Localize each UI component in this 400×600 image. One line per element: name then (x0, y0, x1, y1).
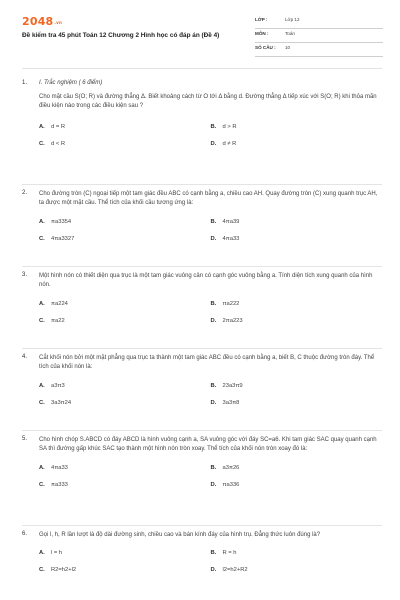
question-number: 1. (22, 80, 28, 86)
option-label: B. (210, 301, 217, 308)
option-row (39, 297, 382, 314)
option-label: D. (210, 141, 217, 148)
option-b[interactable] (211, 550, 383, 558)
option-text: 3a3π8 (222, 400, 240, 407)
option-label: C. (39, 400, 45, 407)
option-label: A. (39, 219, 45, 226)
question-6 (22, 526, 382, 596)
option-text: πa336 (222, 482, 240, 489)
option-label: A. (39, 383, 45, 390)
page-header (0, 0, 400, 70)
option-a[interactable] (39, 550, 211, 558)
logo-main: 2048 (22, 15, 54, 28)
question-2 (22, 185, 382, 267)
option-text: l = h (51, 550, 63, 557)
option-row (39, 119, 382, 136)
option-label: B. (210, 550, 217, 557)
question-text: Cho đường tròn (C) ngoại tiếp một tam giác đều ABC có cạnh bằng a, chiều cao AH. Quay đường tròn (C) xung quanh trục AH, ta được một mặt cầu. Thể tích của khối cầu tương ứng là: (39, 191, 378, 207)
option-text: R2=h2+l2 (51, 567, 77, 574)
meta-row-subject (255, 29, 383, 43)
question-number: 2. (22, 190, 28, 196)
option-row (39, 215, 382, 232)
option-label: C. (39, 141, 45, 148)
option-label: B. (210, 219, 217, 226)
option-d[interactable] (211, 567, 383, 575)
option-a[interactable] (39, 465, 211, 473)
meta-label: MÔN : (255, 31, 269, 36)
option-text: R = h (222, 550, 237, 557)
option-d[interactable] (211, 400, 383, 408)
option-row (39, 562, 382, 579)
option-a[interactable] (39, 124, 211, 132)
question-3 (22, 267, 382, 349)
option-text: d ≠ R (222, 141, 237, 148)
site-logo[interactable] (22, 15, 62, 29)
option-text: πa224 (51, 301, 68, 308)
question-5 (22, 431, 382, 526)
options (39, 119, 382, 153)
meta-row-count (255, 43, 383, 57)
option-text: d > R (222, 124, 237, 131)
question-4 (22, 349, 382, 431)
option-text: 4πa33 (222, 236, 240, 243)
option-text: 4πa33 (51, 465, 68, 472)
option-text: a3π3 (51, 383, 65, 390)
question-text: Cắt khối nón bởi một mặt phẳng qua trục ta thành một tam giác ABC đều có cạnh bằng a, biết B, C thuộc đường tròn đáy. Thể tích của khối nón là: (39, 355, 375, 371)
question-text: Cho hình chóp S.ABCD có đáy ABCD là hình vuông cạnh a, SA vuông góc với đáy SC=a6. Khi tam giác SAC quay quanh cạnh SA thì đường gấp khúc SAC tạo thành một hình nón tròn xoay. Thể tích của khối nón tròn xoay đó là: (39, 437, 377, 453)
option-text: 2πa223 (222, 318, 243, 325)
header-divider (22, 68, 382, 69)
meta-value: Toán (285, 31, 295, 36)
option-label: D. (210, 318, 217, 325)
option-label: D. (210, 236, 217, 243)
option-row (39, 461, 382, 478)
option-label: C. (39, 318, 45, 325)
option-text: πa222 (222, 301, 240, 308)
option-label: B. (210, 124, 217, 131)
meta-row-class (255, 15, 383, 29)
option-label: D. (210, 400, 217, 407)
option-b[interactable] (211, 124, 383, 132)
option-a[interactable] (39, 301, 211, 309)
option-c[interactable] (39, 400, 211, 408)
option-b[interactable] (211, 219, 383, 227)
question-1 (22, 80, 382, 185)
options (39, 215, 382, 249)
option-label: C. (39, 236, 45, 243)
question-text: Cho mặt cầu S(O; R) và đường thẳng Δ. Biết khoảng cách từ O tới Δ bằng d. Đường thẳng Δ tiếp xúc với S(O; R) khi thỏa mãn điều kiện nào trong các điều kiện sau ? (39, 93, 377, 110)
option-label: A. (39, 550, 45, 557)
option-b[interactable] (211, 301, 383, 309)
option-b[interactable] (211, 465, 383, 473)
option-text: πa333 (51, 482, 68, 489)
option-row (39, 314, 382, 331)
question-number: 3. (22, 272, 28, 278)
option-label: D. (210, 482, 217, 489)
option-c[interactable] (39, 567, 211, 575)
option-text: d < R (51, 141, 66, 148)
option-row (39, 136, 382, 153)
options (39, 379, 382, 413)
option-c[interactable] (39, 236, 211, 244)
option-text: a3π26 (222, 465, 240, 472)
option-d[interactable] (211, 236, 383, 244)
option-text: d = R (51, 124, 66, 131)
option-c[interactable] (39, 141, 211, 149)
meta-label: SỐ CÂU : (255, 45, 276, 50)
option-d[interactable] (211, 141, 383, 149)
option-c[interactable] (39, 482, 211, 490)
question-list (22, 80, 382, 596)
document-title: Đề kiểm tra 45 phút Toán 12 Chương 2 Hình học có đáp án (Đề 4) (22, 32, 220, 39)
option-d[interactable] (211, 318, 383, 326)
option-row (39, 396, 382, 413)
question-number: 4. (22, 354, 28, 360)
option-text: l2=h2+R2 (222, 567, 248, 574)
meta-value: Lớp 12 (285, 17, 300, 22)
option-b[interactable] (211, 383, 383, 391)
meta-table (255, 15, 383, 57)
question-number: 5. (22, 436, 28, 442)
question-text: Một hình nón có thiết diện qua trục là một tam giác vuông cân có cạnh góc vuông bằng a. Tính diện tích xung quanh của hình nón. (39, 273, 373, 289)
meta-label: LỚP : (255, 17, 268, 22)
option-row (39, 379, 382, 396)
meta-value: 10 (285, 45, 291, 50)
options (39, 297, 382, 331)
options (39, 545, 382, 579)
option-label: A. (39, 301, 45, 308)
question-text: Gọi l, h, R lần lượt là độ dài đường sinh, chiều cao và bán kính đáy của hình trụ. Đẳng thức luôn đúng là? (39, 532, 321, 538)
option-text: 4πa39 (222, 219, 240, 226)
logo-sub: .vn (54, 20, 62, 25)
option-text: 3a3π24 (51, 400, 72, 407)
option-label: A. (39, 124, 45, 131)
options (39, 461, 382, 495)
option-row (39, 232, 382, 249)
option-text: 4πa3327 (51, 236, 75, 243)
option-label: A. (39, 465, 45, 472)
option-a[interactable] (39, 219, 211, 227)
option-label: B. (210, 383, 217, 390)
option-text: πa22 (51, 318, 65, 325)
option-label: D. (210, 567, 217, 574)
option-c[interactable] (39, 318, 211, 326)
option-d[interactable] (211, 482, 383, 490)
option-label: B. (210, 465, 217, 472)
option-label: C. (39, 567, 45, 574)
option-row (39, 478, 382, 495)
option-text: πa3354 (51, 219, 72, 226)
option-label: C. (39, 482, 45, 489)
section-heading: I. Trắc nghiệm ( 6 điểm) (39, 80, 103, 86)
option-row (39, 545, 382, 562)
question-number: 6. (22, 531, 28, 537)
option-text: 23a3π9 (222, 383, 243, 390)
option-a[interactable] (39, 383, 211, 391)
